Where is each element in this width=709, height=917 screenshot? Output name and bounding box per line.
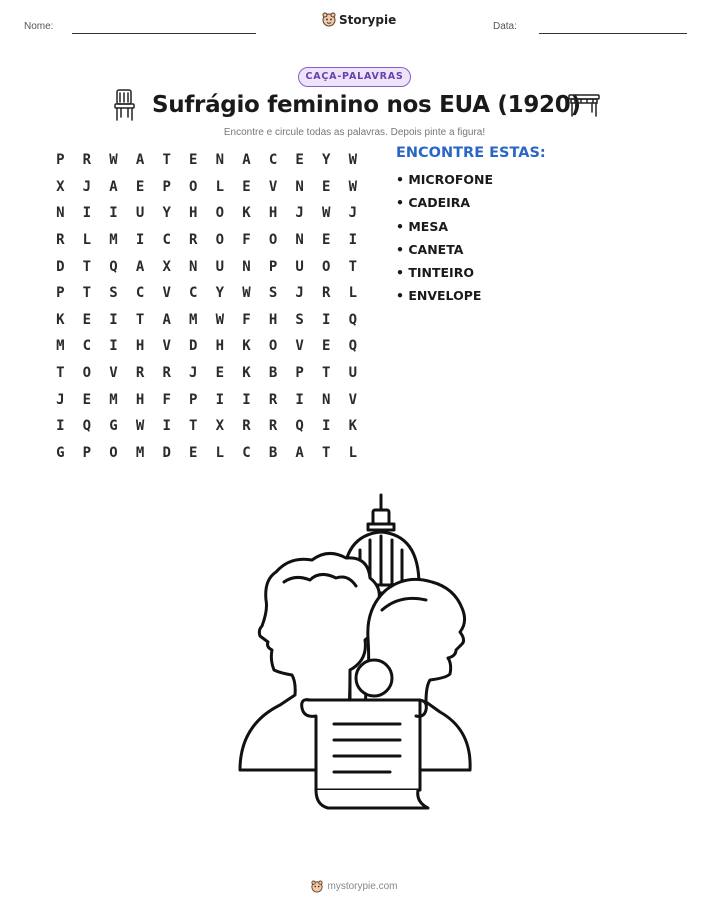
grid-letter[interactable]: A xyxy=(242,152,251,169)
grid-row xyxy=(47,386,366,413)
grid-letter[interactable]: P xyxy=(56,152,65,169)
grid-letter[interactable]: O xyxy=(215,232,225,249)
storypie-mascot-icon xyxy=(322,12,336,27)
footer xyxy=(0,880,709,893)
grid-letter[interactable]: C xyxy=(82,338,92,355)
grid-letter[interactable]: Q xyxy=(348,311,358,328)
grid-letter[interactable]: A xyxy=(135,152,145,169)
grid-letter[interactable]: H xyxy=(268,311,278,328)
grid-letter[interactable]: I xyxy=(109,338,118,355)
grid-letter[interactable]: H xyxy=(268,205,278,222)
grid-letter[interactable]: A xyxy=(295,444,304,461)
grid-letter[interactable]: M xyxy=(56,338,65,355)
grid-letter[interactable]: W xyxy=(135,418,145,435)
grid-letter[interactable]: W xyxy=(215,311,225,328)
word-item: • ENVELOPE xyxy=(396,288,482,304)
grid-letter[interactable]: O xyxy=(268,338,278,355)
worksheet-type-badge: CAÇA-PALAVRAS xyxy=(298,67,411,87)
title-row xyxy=(0,88,709,124)
grid-letter[interactable]: R xyxy=(82,152,92,169)
word-item: • MICROFONE xyxy=(396,172,494,187)
grid-letter[interactable]: E xyxy=(215,365,225,382)
grid-letter[interactable]: M xyxy=(135,444,145,461)
grid-letter[interactable]: C xyxy=(242,444,251,461)
grid-letter[interactable]: V xyxy=(295,338,304,355)
grid-letter[interactable]: E xyxy=(242,178,251,195)
grid-letter[interactable]: H xyxy=(135,338,145,355)
grid-row xyxy=(47,413,366,440)
grid-letter[interactable]: Q xyxy=(82,418,92,435)
grid-letter[interactable]: P xyxy=(189,391,198,408)
word-item: • CANETA xyxy=(396,241,464,257)
footer-website[interactable]: mystorypie.com xyxy=(327,881,398,892)
grid-letter[interactable]: B xyxy=(268,365,278,382)
seal-icon xyxy=(356,660,392,696)
grid-letter[interactable]: R xyxy=(242,418,251,435)
grid-letter[interactable]: P xyxy=(82,444,92,461)
grid-letter[interactable]: Y xyxy=(215,285,225,302)
grid-letter[interactable]: R xyxy=(268,391,278,408)
grid-letter[interactable]: T xyxy=(162,152,171,169)
grid-letter[interactable]: J xyxy=(348,205,358,222)
grid-letter[interactable]: W xyxy=(348,152,358,169)
grid-row xyxy=(47,280,366,307)
chair-icon xyxy=(112,88,138,122)
grid-letter[interactable]: I xyxy=(215,391,225,408)
grid-row xyxy=(47,147,366,174)
grid-letter[interactable]: T xyxy=(348,258,358,275)
grid-letter[interactable]: Y xyxy=(322,152,331,169)
grid-letter[interactable]: R xyxy=(268,418,278,435)
grid-letter[interactable]: U xyxy=(135,205,145,222)
grid-letter[interactable]: K xyxy=(242,338,251,355)
grid-letter[interactable]: K xyxy=(348,418,358,435)
grid-letter[interactable]: L xyxy=(348,444,358,461)
grid-letter[interactable]: J xyxy=(82,178,92,195)
grid-letter[interactable]: Y xyxy=(162,205,171,222)
grid-letter[interactable]: W xyxy=(322,205,331,222)
grid-letter[interactable]: C xyxy=(135,285,145,302)
scroll-icon xyxy=(302,700,428,808)
grid-letter[interactable]: D xyxy=(56,258,65,275)
grid-letter[interactable]: U xyxy=(215,258,225,275)
grid-letter[interactable]: K xyxy=(242,205,251,222)
grid-letter[interactable]: P xyxy=(268,258,278,275)
grid-letter[interactable]: H xyxy=(215,338,225,355)
grid-letter[interactable]: N xyxy=(215,152,225,169)
grid-row xyxy=(47,360,366,387)
grid-letter[interactable]: I xyxy=(109,205,118,222)
grid-letter[interactable]: U xyxy=(348,365,358,382)
grid-letter[interactable]: A xyxy=(135,258,145,275)
grid-letter[interactable]: W xyxy=(109,152,118,169)
grid-row xyxy=(47,227,366,254)
instructions: Encontre e circule todas as palavras. Depois pinte a figura! xyxy=(223,127,486,138)
grid-letter[interactable]: X xyxy=(162,258,171,275)
grid-letter[interactable]: N xyxy=(295,232,304,249)
grid-letter[interactable]: O xyxy=(322,258,331,275)
suffrage-illustration xyxy=(200,490,510,820)
grid-letter[interactable]: C xyxy=(268,152,278,169)
grid-letter[interactable]: M xyxy=(109,391,118,408)
grid-letter[interactable]: O xyxy=(268,232,278,249)
grid-letter[interactable]: O xyxy=(109,444,118,461)
grid-letter[interactable]: H xyxy=(189,205,198,222)
date-line[interactable] xyxy=(539,33,687,34)
grid-letter[interactable]: E xyxy=(189,152,198,169)
grid-letter[interactable]: N xyxy=(56,205,65,222)
grid-letter[interactable]: N xyxy=(189,258,198,275)
brand-name: Storypie xyxy=(339,12,397,27)
grid-letter[interactable]: D xyxy=(189,338,198,355)
grid-letter[interactable]: L xyxy=(82,232,92,249)
grid-row xyxy=(47,200,366,227)
storypie-logo xyxy=(322,12,396,27)
grid-letter[interactable]: V xyxy=(268,178,278,195)
grid-letter[interactable]: F xyxy=(242,232,251,249)
grid-letter[interactable]: Q xyxy=(109,258,118,275)
grid-letter[interactable]: E xyxy=(189,444,198,461)
grid-row xyxy=(47,333,366,360)
grid-letter[interactable]: T xyxy=(322,365,331,382)
grid-letter[interactable]: I xyxy=(109,311,118,328)
grid-letter[interactable]: E xyxy=(322,232,331,249)
grid-letter[interactable]: V xyxy=(109,365,118,382)
grid-letter[interactable]: T xyxy=(82,258,92,275)
grid-letter[interactable]: C xyxy=(162,232,171,249)
grid-letter[interactable]: I xyxy=(348,232,358,249)
grid-letter[interactable]: I xyxy=(162,418,171,435)
grid-letter[interactable]: R xyxy=(56,232,65,249)
grid-letter[interactable]: M xyxy=(189,311,198,328)
grid-letter[interactable]: E xyxy=(322,178,331,195)
grid-letter[interactable]: P xyxy=(162,178,171,195)
grid-letter[interactable]: S xyxy=(268,285,278,302)
grid-letter[interactable]: O xyxy=(189,178,198,195)
grid-letter[interactable]: V xyxy=(162,338,171,355)
grid-letter[interactable]: J xyxy=(295,285,304,302)
grid-letter[interactable]: K xyxy=(242,365,251,382)
grid-row xyxy=(47,174,366,201)
grid-letter[interactable]: A xyxy=(162,311,171,328)
grid-letter[interactable]: R xyxy=(162,365,171,382)
grid-letter[interactable]: H xyxy=(135,391,145,408)
grid-letter[interactable]: P xyxy=(56,285,65,302)
grid-letter[interactable]: E xyxy=(82,311,92,328)
grid-letter[interactable]: I xyxy=(82,205,92,222)
grid-letter[interactable]: I xyxy=(135,232,145,249)
grid-letter[interactable]: Q xyxy=(348,338,358,355)
grid-letter[interactable]: R xyxy=(135,365,145,382)
grid-letter[interactable]: W xyxy=(242,285,251,302)
grid-letter[interactable]: E xyxy=(82,391,92,408)
grid-letter[interactable]: X xyxy=(215,418,225,435)
grid-letter[interactable]: U xyxy=(295,258,304,275)
grid-letter[interactable]: Q xyxy=(295,418,304,435)
name-line[interactable] xyxy=(72,33,256,34)
grid-letter[interactable]: L xyxy=(215,178,225,195)
grid-row xyxy=(47,440,366,467)
grid-letter[interactable]: F xyxy=(242,311,251,328)
grid-letter[interactable]: B xyxy=(268,444,278,461)
name-label: Nome: xyxy=(24,21,54,32)
grid-letter[interactable]: L xyxy=(348,285,358,302)
grid-letter[interactable]: K xyxy=(56,311,65,328)
word-item: • CADEIRA xyxy=(396,195,471,211)
grid-letter[interactable]: O xyxy=(82,365,92,382)
grid-letter[interactable]: I xyxy=(322,418,331,435)
grid-letter[interactable]: L xyxy=(215,444,225,461)
grid-letter[interactable]: N xyxy=(242,258,251,275)
grid-letter[interactable]: R xyxy=(189,232,198,249)
grid-letter[interactable]: J xyxy=(56,391,65,408)
grid-letter[interactable]: J xyxy=(189,365,198,382)
grid-letter[interactable]: S xyxy=(295,311,304,328)
grid-row xyxy=(47,253,366,280)
grid-letter[interactable]: N xyxy=(295,178,304,195)
grid-letter[interactable]: T xyxy=(56,365,65,382)
grid-letter[interactable]: T xyxy=(82,285,92,302)
grid-letter[interactable]: I xyxy=(295,391,304,408)
storypie-mascot-icon xyxy=(311,880,323,893)
word-item: • TINTEIRO xyxy=(396,265,474,281)
word-list-title: ENCONTRE ESTAS: xyxy=(396,145,546,161)
grid-letter[interactable]: E xyxy=(295,152,304,169)
grid-letter[interactable]: S xyxy=(109,285,118,302)
grid-letter[interactable]: I xyxy=(242,391,251,408)
grid-letter[interactable]: O xyxy=(215,205,225,222)
grid-row xyxy=(47,307,366,334)
grid-letter[interactable]: T xyxy=(322,444,331,461)
grid-letter[interactable]: R xyxy=(322,285,331,302)
grid-letter[interactable]: V xyxy=(162,285,171,302)
grid-letter[interactable]: W xyxy=(348,178,358,195)
grid-letter[interactable]: D xyxy=(162,444,171,461)
grid-letter[interactable]: V xyxy=(348,391,358,408)
grid-letter[interactable]: T xyxy=(189,418,198,435)
grid-letter[interactable]: J xyxy=(295,205,304,222)
word-search-grid xyxy=(47,147,366,466)
grid-letter[interactable]: C xyxy=(189,285,198,302)
grid-letter[interactable]: N xyxy=(322,391,331,408)
grid-letter[interactable]: I xyxy=(322,311,331,328)
grid-letter[interactable]: I xyxy=(56,418,65,435)
grid-letter[interactable]: G xyxy=(56,444,65,461)
grid-letter[interactable]: E xyxy=(135,178,145,195)
page-title: Sufrágio feminino nos EUA (1920) xyxy=(152,92,581,118)
table-icon xyxy=(567,92,601,118)
grid-letter[interactable]: G xyxy=(109,418,118,435)
grid-letter[interactable]: M xyxy=(109,232,118,249)
word-list xyxy=(396,172,493,312)
grid-letter[interactable]: P xyxy=(295,365,304,382)
grid-letter[interactable]: X xyxy=(56,178,65,195)
grid-letter[interactable]: F xyxy=(162,391,171,408)
grid-letter[interactable]: A xyxy=(109,178,118,195)
grid-letter[interactable]: T xyxy=(135,311,145,328)
word-item: • MESA xyxy=(396,218,448,234)
date-label: Data: xyxy=(493,21,517,32)
grid-letter[interactable]: E xyxy=(322,338,331,355)
